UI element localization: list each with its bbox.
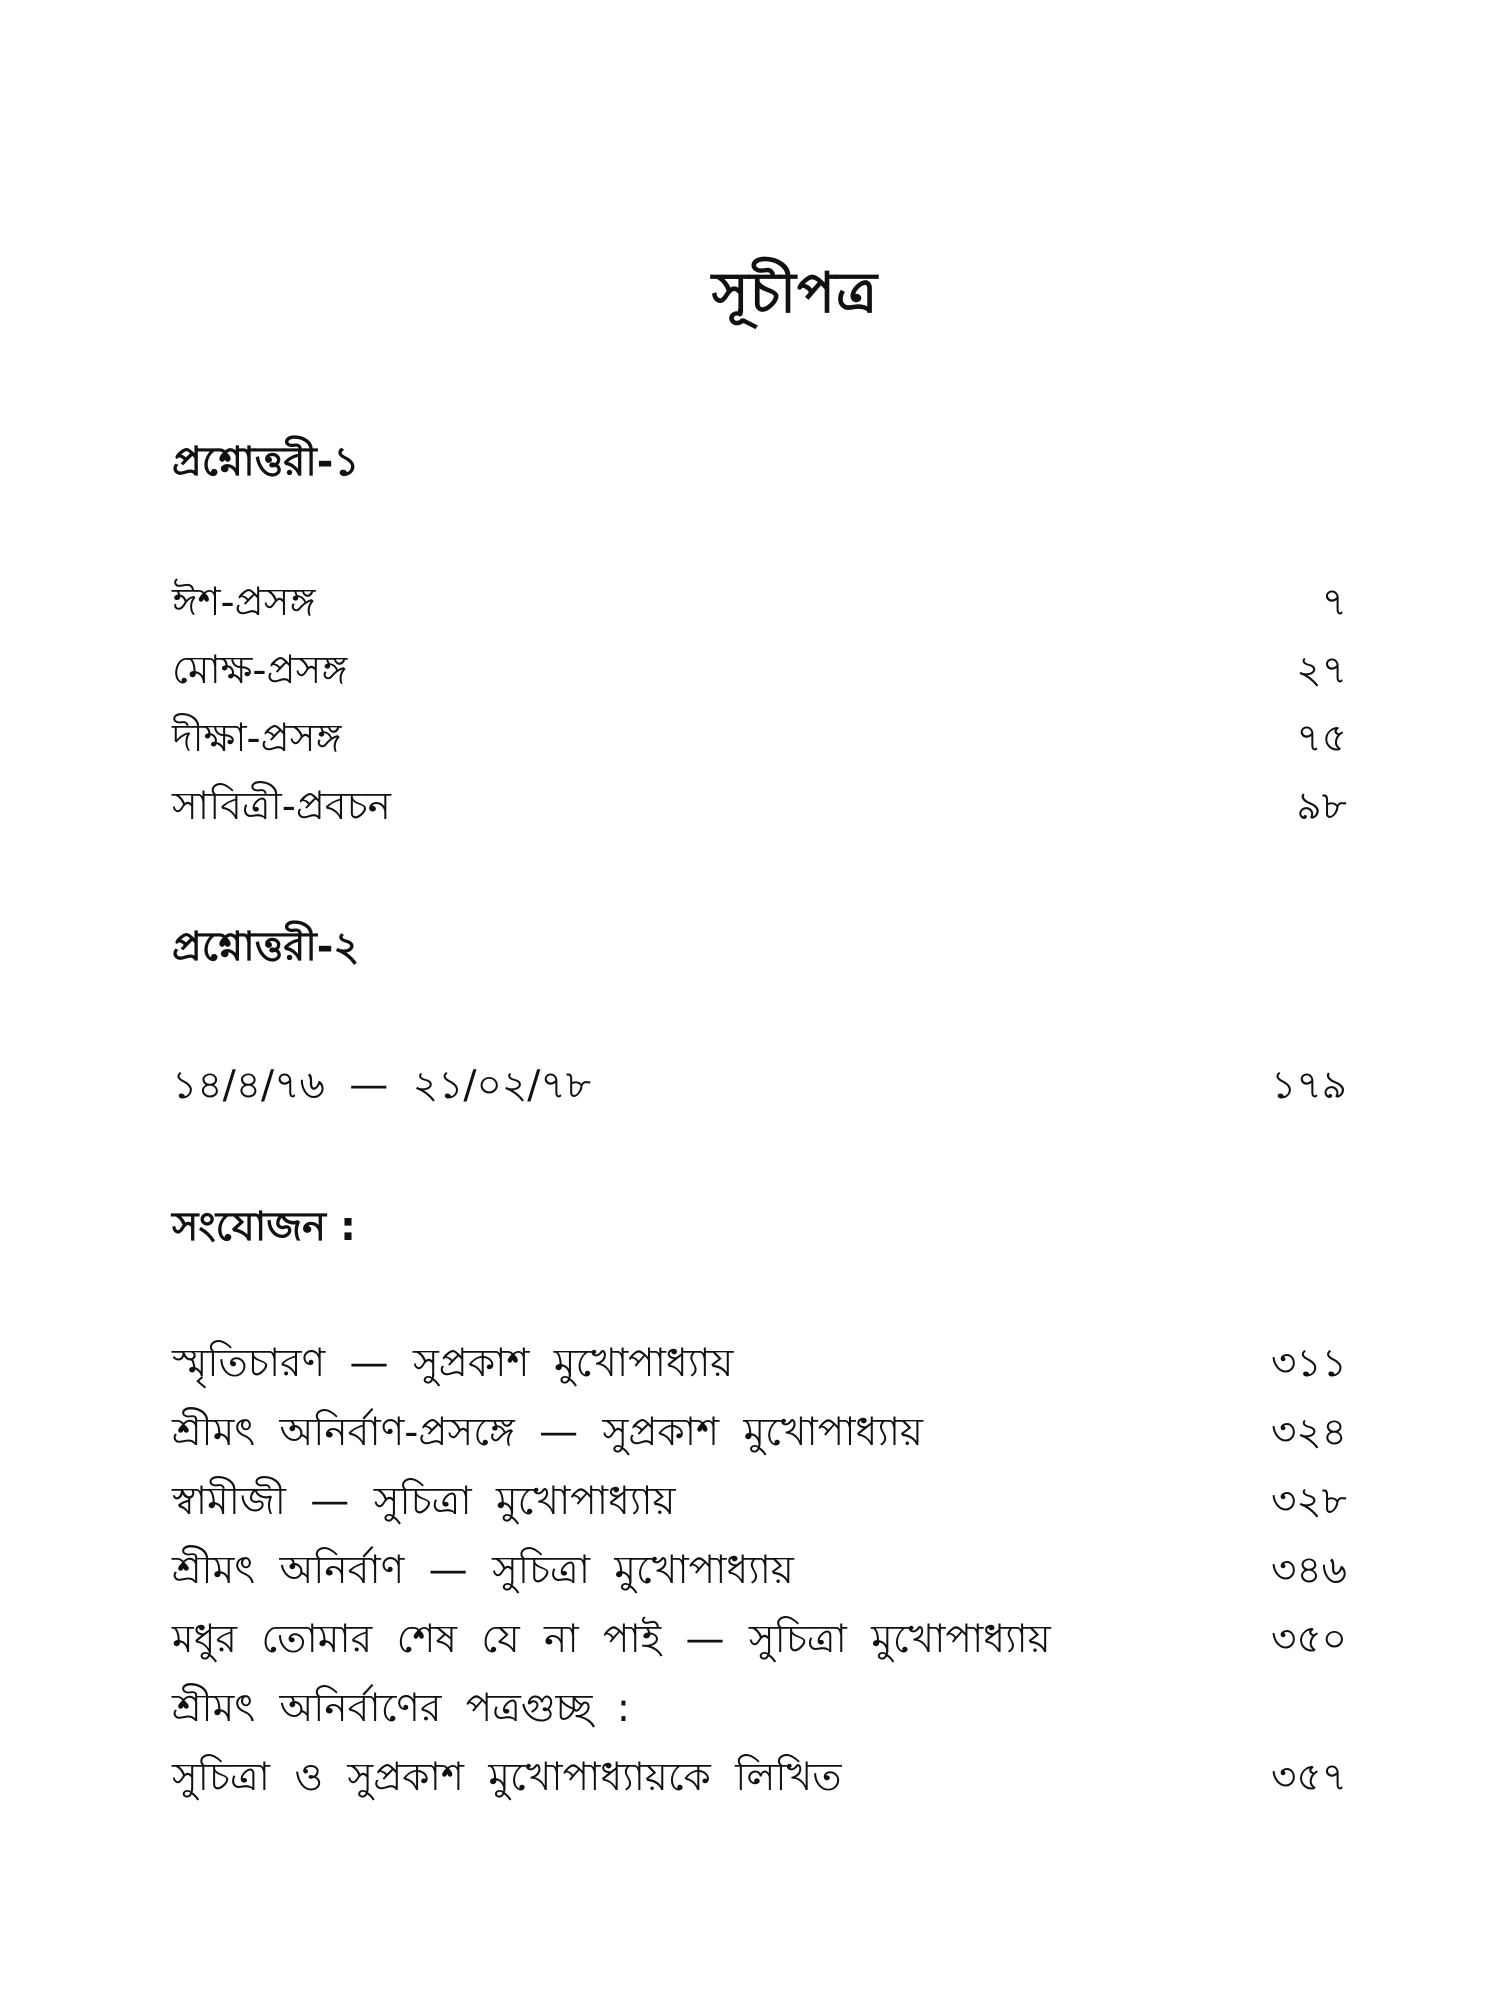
toc-entry-title: শ্রীমৎ অনির্বাণ-প্রসঙ্গে — সুপ্রকাশ মুখোপাধ্যায় xyxy=(172,1410,923,1455)
toc-entry-page: ৭ xyxy=(1321,580,1347,625)
section-heading-prashnottari-2: প্রশ্নোত্তরী-২ xyxy=(172,924,360,970)
toc-entry-title: মোক্ষ-প্রসঙ্গ xyxy=(172,648,348,693)
toc-entry-title: স্মৃতিচারণ — সুপ্রকাশ মুখোপাধ্যায় xyxy=(172,1341,734,1386)
toc-entry-title: সাবিত্রী-প্রবচন xyxy=(172,784,391,829)
toc-entry xyxy=(172,1055,1347,1115)
toc-entry-title: শ্রীমৎ অনির্বাণের পত্রগুচ্ছ : xyxy=(172,1686,630,1731)
toc-entry xyxy=(172,572,1347,632)
section-heading-sanyojan: সংযোজন : xyxy=(172,1204,356,1250)
toc-entry-title: দীক্ষা-প্রসঙ্গ xyxy=(172,716,342,761)
section-heading-prashnottari-1: প্রশ্নোত্তরী-১ xyxy=(172,439,360,485)
toc-entry-page: ৩৫০ xyxy=(1270,1617,1347,1662)
toc-entry xyxy=(172,1678,1347,1738)
toc-entry-page: ৩২৮ xyxy=(1270,1479,1347,1524)
toc-entry-title: শ্রীমৎ অনির্বাণ — সুচিত্রা মুখোপাধ্যায় xyxy=(172,1548,794,1593)
toc-entry-page: ৯৮ xyxy=(1296,784,1347,829)
toc-entry xyxy=(172,708,1347,768)
toc-entry-page: ১৭৯ xyxy=(1271,1063,1347,1108)
toc-entry xyxy=(172,640,1347,700)
toc-entry-title: মধুর তোমার শেষ যে না পাই — সুচিত্রা মুখোপাধ্যায় xyxy=(172,1617,1051,1662)
toc-entry xyxy=(172,1540,1347,1600)
toc-entry xyxy=(172,776,1347,836)
toc-entry-page: ৩৪৬ xyxy=(1270,1548,1347,1593)
toc-entry-title: ১৪/৪/৭৬ — ২১/০২/৭৮ xyxy=(172,1063,592,1108)
toc-entry-title: ঈশ-প্রসঙ্গ xyxy=(172,580,316,625)
toc-entry xyxy=(172,1333,1347,1393)
toc-entry xyxy=(172,1402,1347,1462)
toc-entry xyxy=(172,1471,1347,1531)
toc-entry-page: ৭৫ xyxy=(1296,716,1347,761)
page-title: সূচীপত্র xyxy=(711,261,879,326)
toc-entry-page: ৩৫৭ xyxy=(1270,1755,1347,1800)
toc-entry xyxy=(172,1747,1347,1807)
toc-entry-page: ৩২৪ xyxy=(1270,1410,1347,1455)
toc-entry-page: ৩১১ xyxy=(1271,1341,1347,1386)
toc-entry-page: ২৭ xyxy=(1296,648,1347,693)
toc-entry-title: সুচিত্রা ও সুপ্রকাশ মুখোপাধ্যায়কে লিখিত xyxy=(172,1755,842,1800)
toc-entry xyxy=(172,1609,1347,1669)
toc-entry-title: স্বামীজী — সুচিত্রা মুখোপাধ্যায় xyxy=(172,1479,676,1524)
